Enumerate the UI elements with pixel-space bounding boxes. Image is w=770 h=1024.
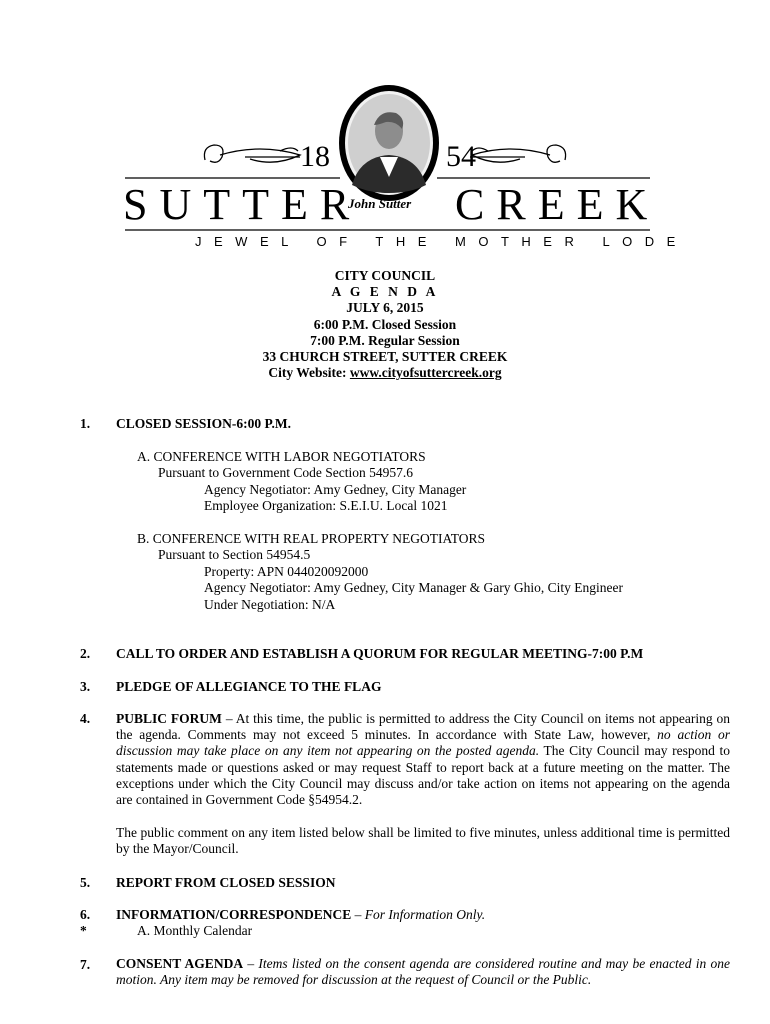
item-6-number: 6. [80, 907, 91, 922]
item-1b-line2: Property: APN 044020092000 [204, 564, 369, 579]
logo-brand-creek: CREEK [455, 180, 660, 229]
item-6a: A. Monthly Calendar [137, 923, 253, 938]
header-regular-session: 7:00 P.M. Regular Session [310, 332, 460, 348]
logo-brand-sutter: SUTTER [123, 180, 362, 229]
item-4-paragraph-2: The public comment on any item listed below shall be limited to five minutes, unless additional time is permitted by the Mayor/Council. [116, 825, 730, 857]
item-6-title: INFORMATION/CORRESPONDENCE [116, 907, 352, 922]
item-4-paragraph [116, 711, 730, 808]
item-1b-line1: Pursuant to Section 54954.5 [158, 547, 311, 562]
item-7-title: CONSENT AGENDA [116, 956, 244, 971]
item-4-title: PUBLIC FORUM [116, 711, 222, 726]
item-1a-line1: Pursuant to Government Code Section 54957.6 [158, 465, 413, 480]
item-5-title: REPORT FROM CLOSED SESSION [116, 875, 336, 890]
header-website [0, 365, 770, 381]
item-1b-line3: Agency Negotiator: Amy Gedney, City Manager & Gary Ghio, City Engineer [204, 580, 624, 595]
logo-tagline: JEWEL OF THE MOTHER LODE [195, 234, 688, 249]
item-2-title: CALL TO ORDER AND ESTABLISH A QUORUM FOR REGULAR MEETING-7:00 P.M [116, 646, 644, 661]
item-2-number: 2. [80, 646, 91, 661]
header-date: JULY 6, 2015 [346, 300, 424, 316]
item-7-italic: – Items listed on the consent agenda are considered routine and may be enacted in one motion. Any item may be removed for discussion at the request of Council or the Public. [116, 956, 731, 988]
item-1-number: 1. [80, 416, 91, 431]
left-scroll-icon [204, 145, 300, 162]
item-1a-line3: Employee Organization: S.E.I.U. Local 1021 [204, 498, 448, 513]
item-1b-title: B. CONFERENCE WITH REAL PROPERTY NEGOTIATORS [137, 531, 485, 546]
item-4-text1: – At this time, the public is permitted to address the City Council on items not appearing on the agenda. Comments may not exceed 5 minutes. In accordance with State Law, however, [116, 711, 730, 743]
header-agenda: A G E N D A [331, 284, 439, 300]
agenda-header [0, 268, 770, 381]
item-1b-line4: Under Negotiation: N/A [204, 597, 336, 612]
logo-signature: John Sutter [348, 196, 412, 211]
header-council: CITY COUNCIL [334, 268, 436, 283]
item-1a-line2: Agency Negotiator: Amy Gedney, City Manager [204, 482, 467, 497]
website-link[interactable]: www.cityofsuttercreek.org [349, 365, 502, 381]
website-label: City Website: [268, 365, 347, 381]
header-closed-session: 6:00 P.M. Closed Session [313, 316, 457, 332]
item-1-title: CLOSED SESSION-6:00 P.M. [116, 416, 292, 431]
item-1a-title: A. CONFERENCE WITH LABOR NEGOTIATORS [137, 449, 426, 464]
item-3-number: 3. [80, 679, 91, 694]
item-4-number: 4. [80, 711, 91, 726]
item-4-text2: The City Council may respond to statements made or questions asked or may request Staff to report back at a future meeting on the matter. The exceptions under which the City Council may discuss and/or take action on items not appearing on the agenda are contained in Government Code §54954.2. [116, 743, 730, 808]
logo-year-right: 54 [446, 140, 476, 173]
header-address: 33 CHURCH STREET, SUTTER CREEK [262, 349, 508, 365]
item-6-marker: * [80, 923, 87, 938]
item-5-number: 5. [80, 875, 91, 890]
item-4-italic: no action or discussion may take place on any item not appearing on the posted agenda. [116, 727, 730, 759]
right-scroll-icon [470, 145, 566, 162]
logo-year-left: 18 [300, 140, 330, 173]
item-7-number: 7. [80, 957, 91, 972]
item-3-title: PLEDGE OF ALLEGIANCE TO THE FLAG [116, 679, 382, 694]
item-6-subtitle: – For Information Only. [351, 907, 486, 922]
item-6-heading [116, 907, 485, 923]
item-7-paragraph [116, 956, 730, 988]
